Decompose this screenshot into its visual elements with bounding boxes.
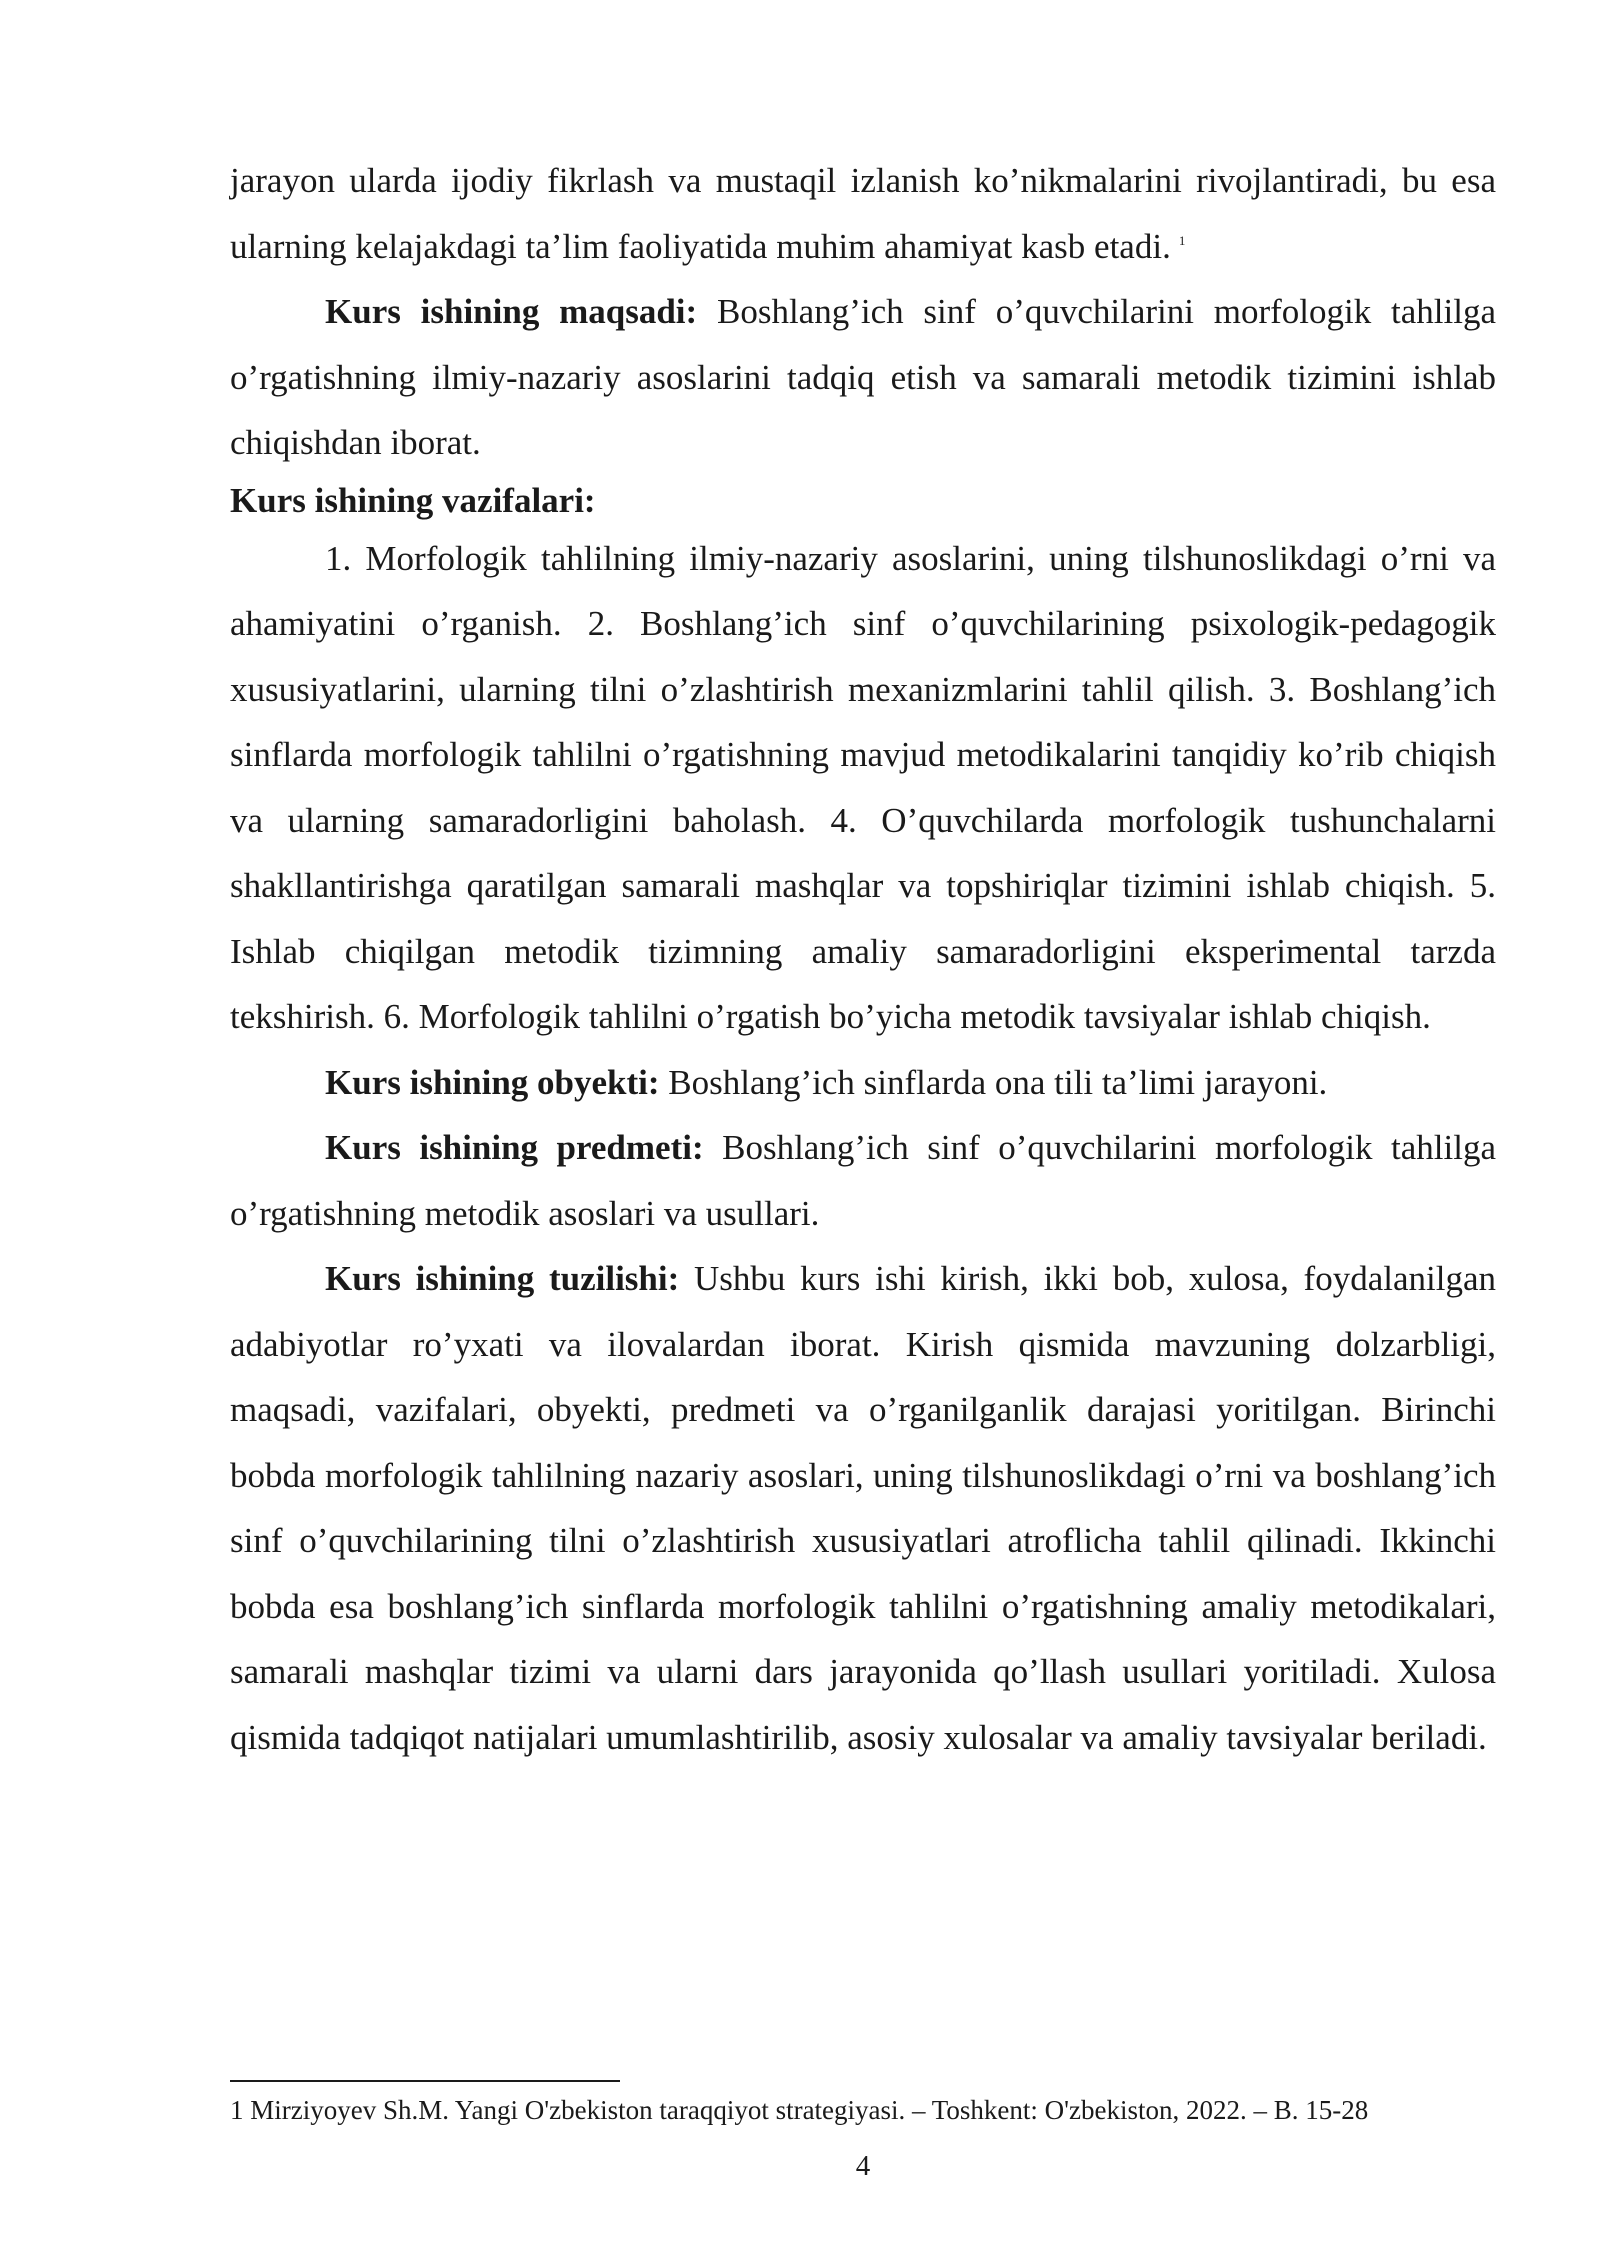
tasks-paragraph <box>230 526 1496 1050</box>
intro-text: jarayon ularda ijodiy fikrlash va mustaqil izlanish ko’nikmalarini rivojlantiradi, bu esa ularning kelajakdagi ta’lim faoliyatida muhim ahamiyat kasb etadi. <box>230 161 1496 266</box>
footnote: 1 Mirziyoyev Sh.M. Yangi O'zbekiston taraqqiyot strategiyasi. – Toshkent: O'zbekiston, 2022. – B. 15-28 <box>230 2095 1369 2125</box>
tasks-heading: Kurs ishining vazifalari: <box>230 480 596 520</box>
intro-paragraph <box>230 148 1496 279</box>
subject-text: Boshlang’ich sinf o’quvchilarini morfologik tahlilga o’rgatishning metodik asoslari va usullari. <box>230 1128 1496 1233</box>
object-text: Boshlang’ich sinflarda ona tili ta’limi jarayoni. <box>659 1062 1328 1102</box>
tasks-text: 1. Morfologik tahlilning ilmiy-nazariy asoslarini, uning tilshunoslikdagi o’rni va ahamiyatini o’rganish. 2. Boshlang’ich sinf o’quvchilarining psixologik-pedagogik xususiyatlarini, ularning tilni o’zlashtirish mexanizmlarini tahlil qilish. 3. Boshlang’ich sinflarda morfologik tahlilni o’rgatishning mavjud metodikalarini tanqidiy ko’rib chiqish va ularning samaradorligini baholash. 4. O’quvchilarda morfologik tushunchalarni shakllantirishga qaratilgan samarali mashqlar va topshiriqlar tizimini ishlab chiqish. 5. Ishlab chiqilgan metodik tizimning amaliy samaradorligini eksperimental tarzda tekshirish. 6. Morfologik tahlilni o’rgatish bo’yicha metodik tavsiyalar ishlab chiqish. <box>230 538 1496 1036</box>
document-page <box>230 148 1496 1770</box>
goal-paragraph <box>230 279 1496 476</box>
page-number: 4 <box>855 2150 871 2182</box>
goal-label: Kurs ishining maqsadi: <box>325 292 698 331</box>
structure-label: Kurs ishining tuzilishi: <box>325 1259 680 1298</box>
structure-paragraph <box>230 1246 1496 1770</box>
object-label: Kurs ishining obyekti: <box>325 1062 660 1102</box>
footnote-divider <box>230 2080 620 2082</box>
subject-label: Kurs ishining predmeti: <box>325 1128 704 1167</box>
goal-text: Boshlang’ich sinf o’quvchilarini morfologik tahlilga o’rgatishning ilmiy-nazariy asoslarini tadqiq etish va samarali metodik tizimini ishlab chiqishdan iborat. <box>230 292 1496 462</box>
footnote-reference[interactable]: 1 <box>1178 232 1186 248</box>
object-paragraph <box>230 1050 1496 1116</box>
structure-text: Ushbu kurs ishi kirish, ikki bob, xulosa, foydalanilgan adabiyotlar ro’yxati va ilovalardan iborat. Kirish qismida mavzuning dolzarbligi, maqsadi, vazifalari, obyekti, predmeti va o’rganilganlik darajasi yoritilgan. Birinchi bobda morfologik tahlilning nazariy asoslari, uning tilshunoslikdagi o’rni va boshlang’ich sinf o’quvchilarining tilni o’zlashtirish xususiyatlari atroflicha tahlil qilinadi. Ikkinchi bobda esa boshlang’ich sinflarda morfologik tahlilni o’rgatishning amaliy metodikalari, samarali mashqlar tizimi va ularni dars jarayonida qo’llash usullari yoritiladi. Xulosa qismida tadqiqot natijalari umumlashtirilib, asosiy xulosalar va amaliy tavsiyalar beriladi. <box>230 1259 1496 1757</box>
subject-paragraph <box>230 1115 1496 1246</box>
